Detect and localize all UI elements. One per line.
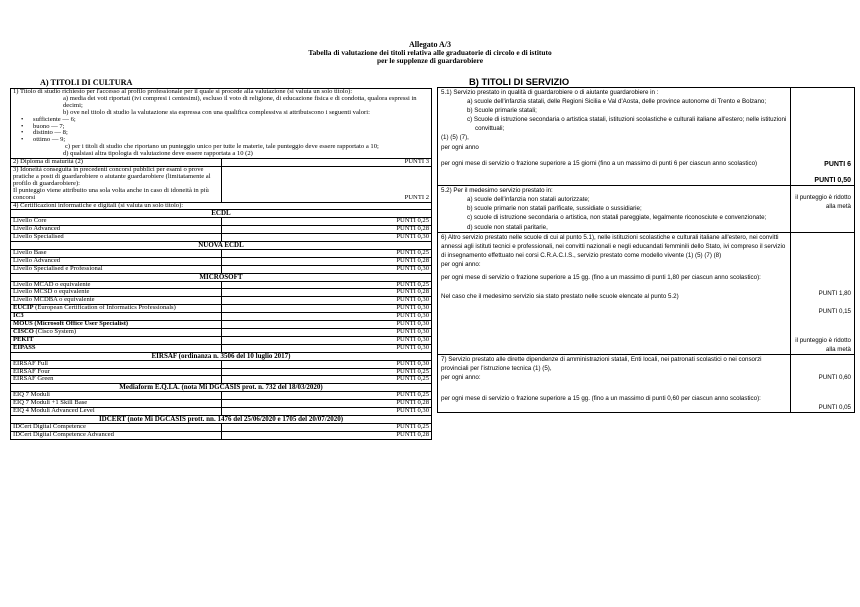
group-title: NUOVA ECDL xyxy=(11,242,432,250)
certificazione-text: Livello MCDBA o equivalente xyxy=(13,296,95,304)
certificazione-text: Livello Advanced xyxy=(13,225,61,233)
group-title: MICROSOFT xyxy=(11,273,432,281)
certificazione-name: EUCIP xyxy=(13,304,34,312)
per-mese-label: per ogni mese di servizio o frazione superiore a 15 gg. (fino a un massimo di punti 1,80 per ciascun anno scolastico): xyxy=(441,274,761,282)
points-value: il punteggio è ridotto alla metà xyxy=(795,194,851,211)
idoneita-text: 3) Idoneità conseguita in precedenti concorsi pubblici per esami o prove pratiche a posti di guardarobiere o aiutante guardarobiere (limitatamente al profilo di guardarobiere): xyxy=(13,165,211,187)
certificazione-text: EIQ 7 Moduli xyxy=(13,391,50,399)
per-anno-label: per ogni anno xyxy=(441,143,479,151)
annex-title: Allegato A/3 xyxy=(409,40,451,49)
certificazione-text: EIRSAF Four xyxy=(13,367,50,375)
certificazione-text: Livello Specialised e Professional xyxy=(13,264,103,272)
servizio-5-2-intro: 5.2) Per il medesimo servizio prestato in: xyxy=(441,187,553,195)
table-row xyxy=(11,249,432,257)
table-row xyxy=(11,368,432,376)
certificazione-name: MOUS (Microsoft Office User Specialist) xyxy=(13,320,129,328)
points-value: PUNTI 0,25 xyxy=(221,368,432,376)
criterio-a: a) media dei voti riportati (ivi compresi i centesimi), escluso il voto di religione, di educazione fisica e di condotta, qualora espressi in decimi; xyxy=(63,94,417,109)
certificazione-text: EIQ 4 Moduli Advanced Level xyxy=(13,407,95,415)
table-row xyxy=(11,360,432,368)
certificazione-name: PEKIT xyxy=(13,335,34,343)
certificazione-text: Livello Base xyxy=(13,248,47,256)
certificazione-name: CISCO xyxy=(13,328,34,335)
group-header-row xyxy=(11,242,432,250)
table-title: Tabella di valutazione dei titoli relativa alle graduatorie di circolo e di istituto xyxy=(308,48,552,58)
points-value: PUNTI 0,30 xyxy=(221,265,432,273)
group-title: IDCERT (note Mi DGCASIS prott. nn. 1476 del 25/06/2020 e 1705 del 20/07/2020) xyxy=(11,415,432,423)
points-value: PUNTI 6 xyxy=(824,161,851,168)
table-row xyxy=(438,232,855,354)
points-value: PUNTI 0,30 xyxy=(221,313,432,321)
list-item: • distinto — 8; xyxy=(21,129,68,137)
certificazione-text: (Cisco System) xyxy=(33,328,77,335)
points-value: PUNTI 0,28 xyxy=(221,289,432,297)
group-title: Mediaform E.Q.I.A. (nota Mi DGCASIS prot. n. 732 del 18/03/2020) xyxy=(11,384,432,392)
points-value: PUNTI 0,25 xyxy=(221,392,432,400)
points-value: PUNTI 0,28 xyxy=(221,257,432,265)
points-value: PUNTI 0,15 xyxy=(818,307,851,315)
list-item: c) Scuole di istruzione secondaria o artistica statali, istituzioni scolastiche e culturali italiane all'estero; nelle istituzioni convittuali; xyxy=(467,116,787,133)
servizio-6-cell xyxy=(438,232,791,354)
certificazione-label xyxy=(11,234,222,242)
certificazione-name: EIPASS xyxy=(13,343,36,351)
points-value: PUNTI 0,28 xyxy=(221,431,432,439)
points-value: PUNTI 0,60 xyxy=(818,374,851,382)
criterio-b: b) ove nel titolo di studio la valutazione sia espressa con una qualifica complessiva si attribuiscono i seguenti valori: xyxy=(63,108,370,116)
idoneita-note: Il punteggio viene attribuito una sola volta anche in caso di idoneità in più concorsi xyxy=(13,186,209,201)
section-b-title: B) TITOLI DI SERVIZIO xyxy=(469,76,570,87)
table-row xyxy=(438,88,855,186)
points-value: PUNTI 0,30 xyxy=(221,321,432,329)
table-row xyxy=(11,166,432,202)
certificazione-text: Livello MCSD o equivalente xyxy=(13,288,90,296)
servizio-7-intro: 7) Servizio prestato alle dirette dipendenze di amministrazioni statali, Enti locali, nei patronati scolastici o nei consorzi provinciali per l'istruzione tecnica (1) (5), xyxy=(441,356,762,373)
group-title: EIRSAF (ordinanza n. 3506 del 10 luglio 2017) xyxy=(11,352,432,360)
table-row xyxy=(11,218,432,226)
certificazione-label xyxy=(11,336,222,344)
certificazione-text: Livello MCAD o equivalente xyxy=(13,280,91,288)
per-mese-label: per ogni mese di servizio o frazione superiore a 15 gg. (fino a un massimo di punti 0,60 per ciascun anno scolastico): xyxy=(441,395,761,403)
table-row xyxy=(11,305,432,313)
servizio-5-1-cell xyxy=(438,88,791,186)
certificazione-name: IC3 xyxy=(13,312,24,320)
table-row xyxy=(438,186,855,232)
list-item: • buono — 7; xyxy=(21,122,65,130)
table-row xyxy=(11,265,432,273)
list-item: d) scuole non statali paritarie, xyxy=(467,223,548,231)
points-value: PUNTI 1,80 xyxy=(818,289,851,297)
servizio-5-2-cell xyxy=(438,186,791,232)
points-value: il punteggio è ridotto alla metà xyxy=(795,336,851,353)
table-row xyxy=(11,336,432,344)
criterio-d: d) qualsiasi altra tipologia di valutazione deve essere rapportata a 10 (2) xyxy=(63,150,253,158)
diploma-maturita: 2) Diploma di maturità (2) xyxy=(11,159,222,167)
titolo-studio-intro: 1) Titolo di studio richiesto per l'accesso al profilo professionale per il quale si procede alla valutazione (si valuta un solo titolo): xyxy=(13,88,353,95)
servizio-5-1-intro: 5.1) Servizio prestato in qualità di guardarobiere o di aiutante guardarobiere in : xyxy=(441,89,659,96)
certificazione-text: IDCert Digital Competence Advanced xyxy=(13,430,114,438)
per-anno-label: per ogni anno: xyxy=(441,374,481,382)
table-row xyxy=(11,89,432,159)
points-value: PUNTI 0,30 xyxy=(221,336,432,344)
points-value: PUNTI 0,25 xyxy=(221,376,432,384)
points-cell xyxy=(791,88,855,186)
points-value: PUNTI 0,30 xyxy=(221,344,432,352)
points-value: PUNTI 0,30 xyxy=(221,297,432,305)
titoli-servizio-table xyxy=(437,87,855,413)
certificazione-text: Livello Advanced xyxy=(13,256,61,264)
points-value: PUNTI 0,30 xyxy=(221,360,432,368)
list-item: b) scuole primarie non statali parificate, sussidiate o sussidiarie; xyxy=(467,205,642,213)
titolo-studio-cell xyxy=(11,89,432,159)
certificazione-text: EIRSAF Full xyxy=(13,359,48,367)
points-value: PUNTI 0,28 xyxy=(221,400,432,408)
per-mese-label: per ogni mese di servizio o frazione superiore a 15 giorni (fino a un massimo di punti 6 per ciascun anno scolastico) xyxy=(441,159,758,167)
group-header-row xyxy=(11,210,432,218)
list-item: • sufficiente — 6; xyxy=(21,115,76,123)
criterio-c: c) per i titoli di studio che riportano un punteggio unico per tutte le materie, tale punteggio deve essere rapportato a 10; xyxy=(65,143,379,151)
certificazione-label xyxy=(11,265,222,273)
points-value: PUNTI 0,25 xyxy=(221,423,432,431)
certificazione-label xyxy=(11,329,222,337)
points-value: PUNTI 2 xyxy=(221,166,432,202)
idoneita-cell xyxy=(11,166,222,202)
section-a-title: A) TITOLI DI CULTURA xyxy=(40,78,133,87)
certificazione-text: EIRSAF Green xyxy=(13,375,54,383)
table-subtitle: per le supplenze di guardarobiere xyxy=(377,56,483,66)
certificazione-text: IDCert Digital Competence xyxy=(13,422,86,430)
list-item: b) Scuole primarie statali; xyxy=(467,107,537,115)
points-value: PUNTI 3 xyxy=(221,159,432,167)
points-cell xyxy=(791,186,855,232)
titoli-cultura-table xyxy=(10,88,432,440)
points-value: PUNTI 0,25 xyxy=(221,249,432,257)
list-item: a) scuole dell'infanzia statali, delle Regioni Sicilia e Val d'Aosta, delle province autonome di Trento e Bolzano; xyxy=(467,98,767,106)
servizio-7-cell xyxy=(438,355,791,413)
certificazioni-groups xyxy=(11,210,432,439)
table-row xyxy=(11,431,432,439)
list-item: a) scuole dell'infanzia non statali autorizzate; xyxy=(467,196,590,204)
servizio-6-intro: 6) Altro servizio prestato nelle scuole di cui al punto 5.1), nelle istituzioni scolastiche e culturali italiane all'estero, nei convitti annessi agli istituti tecnici e professionali, nei convitti nazionali e negli educandati femminili dello Stato, ivi compreso il servizio di insegnamento effettuato nei corsi C.R.A.C.I.S., servizio prestato come modello vivente (1) (5) (7) (8) xyxy=(441,233,786,259)
points-value: PUNTI 0,50 xyxy=(814,177,851,185)
list-item: • ottimo — 9; xyxy=(21,136,66,144)
group-header-row xyxy=(11,352,432,360)
servizio-6-note: Nel caso che il medesimo servizio sia stato prestato nelle scuole elencate al punto 5.2) xyxy=(441,293,679,301)
points-value: PUNTI 0,25 xyxy=(221,281,432,289)
certificazioni-intro: 4) Certificazioni informatiche e digitali (si valuta un solo titolo): xyxy=(11,202,432,210)
footnote-refs: (1) (5) (7), xyxy=(441,134,469,142)
points-value: PUNTI 0,05 xyxy=(818,404,851,412)
points-cell xyxy=(791,355,855,413)
per-anno-label: per ogni anno: xyxy=(441,260,481,268)
group-header-row xyxy=(11,384,432,392)
certificazione-text: Livello Specialised xyxy=(13,233,64,241)
points-value: PUNTI 0,25 xyxy=(221,218,432,226)
points-value: PUNTI 0,28 xyxy=(221,226,432,234)
group-title: ECDL xyxy=(11,210,432,218)
certificazione-label xyxy=(11,431,222,439)
table-row xyxy=(11,329,432,337)
points-cell xyxy=(791,232,855,354)
certificazione-text: EIQ 7 Moduli +1 Skill Base xyxy=(13,399,88,407)
points-value: PUNTI 0,30 xyxy=(221,234,432,242)
certificazione-text: (European Certification of Informatics Professionals) xyxy=(33,304,176,312)
points-value: PUNTI 0,30 xyxy=(221,408,432,416)
points-value: PUNTI 0,30 xyxy=(221,305,432,313)
certificazione-label xyxy=(11,305,222,313)
points-value: PUNTI 0,30 xyxy=(221,329,432,337)
document-header xyxy=(0,40,860,66)
list-item: c) scuole di istruzione secondaria o artistica, non statali pareggiate, legalmente riconosciute e convenzionate; xyxy=(467,214,767,222)
certificazione-text: Livello Core xyxy=(13,217,47,225)
table-row xyxy=(438,355,855,413)
table-row xyxy=(11,226,432,234)
